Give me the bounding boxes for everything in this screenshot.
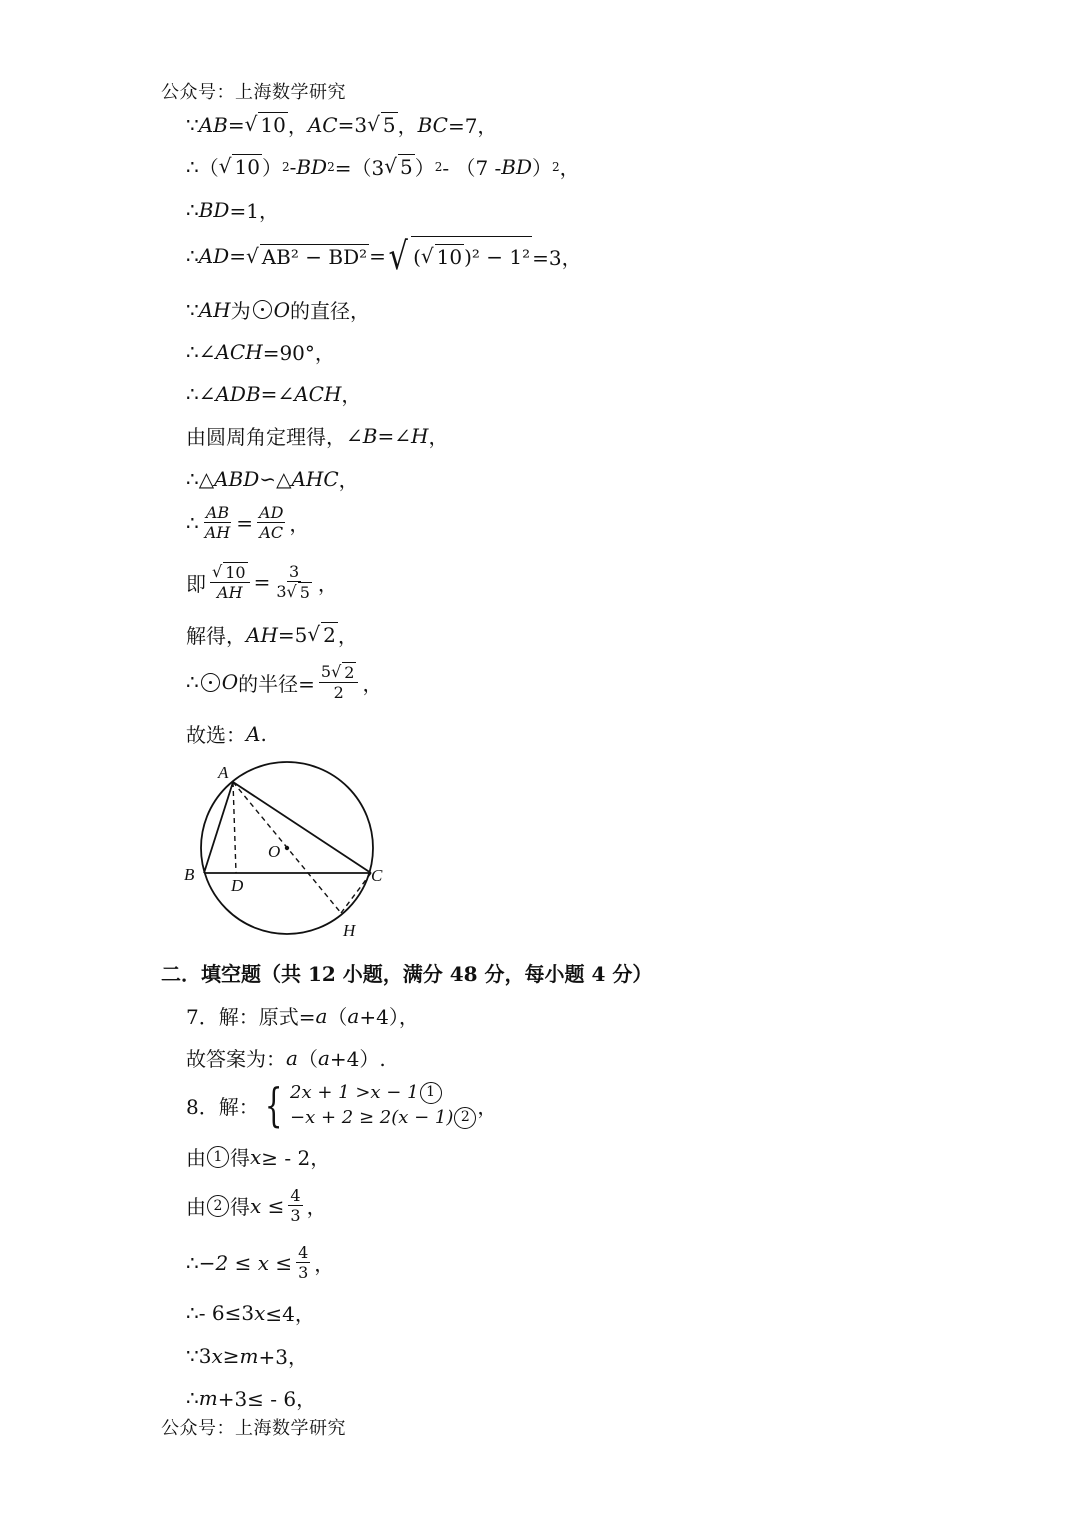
solution-line-13: ∴ O 的半径= 5 √ 2 2 ，	[186, 662, 383, 702]
solution-line-9: ∴ △ABD ∽ △AHC ，	[186, 466, 359, 492]
segment-ad	[233, 782, 236, 873]
fraction: $\frac{4}{3}$	[298, 1243, 309, 1282]
circled-number: 1	[420, 1082, 442, 1104]
sqrt-large: √ ( √ 10 )² − 1²	[388, 234, 531, 278]
text-bc: BC	[417, 112, 448, 137]
solution-line-7: ∴ ∠ADB = ∠ACH ，	[186, 381, 362, 407]
circle-dot-icon	[201, 673, 220, 692]
solution-line-4: ∴ AD= √ AB² − BD² = √ ( √ 10 )² − 1² =3，	[186, 234, 582, 278]
q8-line-4: ∴ −2 ≤ x ≤ $\frac{4}{3}$ ，	[186, 1243, 335, 1282]
q8-line-3: 由 2 得 x ≤ $\frac{4}{3}$ ，	[186, 1186, 327, 1225]
left-brace: {	[264, 1078, 283, 1132]
q8-line-5: ∴ - 6≤3 x ≤4，	[186, 1300, 315, 1326]
solution-line-10: ∴ $\frac{AB}{AH}$ = $\frac{AD}{AC}$ ，	[186, 503, 310, 542]
fraction: $\frac{AD}{AC}$	[259, 503, 284, 542]
section-title: 二．填空题（共 12 小题，满分 48 分，每小题 4 分）	[161, 962, 653, 986]
q8-line-6: ∵ 3 x ≥ m +3，	[186, 1343, 308, 1369]
label-b: B	[184, 865, 195, 884]
sqrt-2: √ 2	[307, 622, 336, 647]
label-a: A	[218, 763, 229, 782]
solution-line-14: 故选： A .	[186, 721, 267, 747]
fraction: 3 3 √ 5	[276, 562, 310, 602]
text-ac: AC=	[307, 112, 355, 137]
inequality-system: 2x + 1 >x − 1 1 −x + 2 ≥ 2(x − 1) 2	[290, 1080, 477, 1130]
circle-triangle-figure	[178, 758, 398, 948]
sqrt-ab2-bd2: √ AB² − BD²	[245, 243, 368, 269]
segment-ac	[233, 782, 371, 873]
fraction: √ 10 AH	[210, 562, 250, 602]
label-c: C	[371, 866, 383, 885]
solution-line-1: ∵ AB= √ 10 ， AC= 3 √ 5 ， BC =7，	[186, 112, 498, 138]
fraction: $\frac{AB}{AH}$	[204, 503, 231, 542]
watermark-header: 公众号：上海数学研究	[161, 82, 346, 103]
q8-line-7: ∴ m +3≤ - 6，	[186, 1385, 317, 1411]
label-h: H	[343, 921, 356, 940]
text-ab: AB=	[198, 112, 245, 137]
label-d: D	[231, 876, 244, 895]
q7-line-2: 故答案为： a （ a +4）.	[186, 1045, 386, 1071]
solution-line-5: ∵ AH 为 O 的直径，	[186, 297, 371, 323]
fraction: $\frac{4}{3}$	[290, 1186, 301, 1225]
sqrt-5: √ 5	[384, 154, 413, 179]
therefore-symbol: ∴	[186, 154, 199, 179]
solution-line-6: ∴ ∠ACH =90°，	[186, 339, 335, 365]
watermark-footer: 公众号：上海数学研究	[161, 1418, 346, 1439]
solution-line-2: ∴ （ √ 10 ） 2 - BD 2 =（3 √ 5 ） 2 - （7 - BD ） 2 ，	[186, 154, 580, 180]
sqrt-10: √ 10	[244, 112, 286, 137]
q7-line-1: 7．解：原式= a （ a +4），	[186, 1003, 419, 1029]
circled-number: 1	[207, 1146, 229, 1168]
solution-line-3: ∴ BD =1，	[186, 197, 279, 223]
solution-line-11: 即 √ 10 AH = 3 3 √ 5 ，	[186, 562, 338, 602]
because-symbol: ∵	[186, 112, 199, 137]
solution-line-8: 由圆周角定理得， ∠B = ∠H ，	[186, 423, 449, 449]
center-point	[285, 846, 289, 850]
fraction: 5 √ 2 2	[319, 662, 359, 702]
circled-number: 2	[207, 1195, 229, 1217]
sqrt-10: √ 10	[218, 154, 260, 179]
sqrt-5: √ 5	[367, 112, 396, 137]
q8-line-1: 8．解： { 2x + 1 >x − 1 1 −x + 2 ≥ 2(x − 1) 2 ，	[186, 1078, 498, 1132]
label-o: O	[268, 842, 281, 861]
circled-number: 2	[454, 1107, 476, 1129]
q8-line-2: 由 1 得 x ≥ - 2，	[186, 1144, 331, 1170]
circle-dot-icon	[253, 300, 272, 319]
solution-line-12: 解得， AH =5 √ 2 ，	[186, 622, 358, 648]
